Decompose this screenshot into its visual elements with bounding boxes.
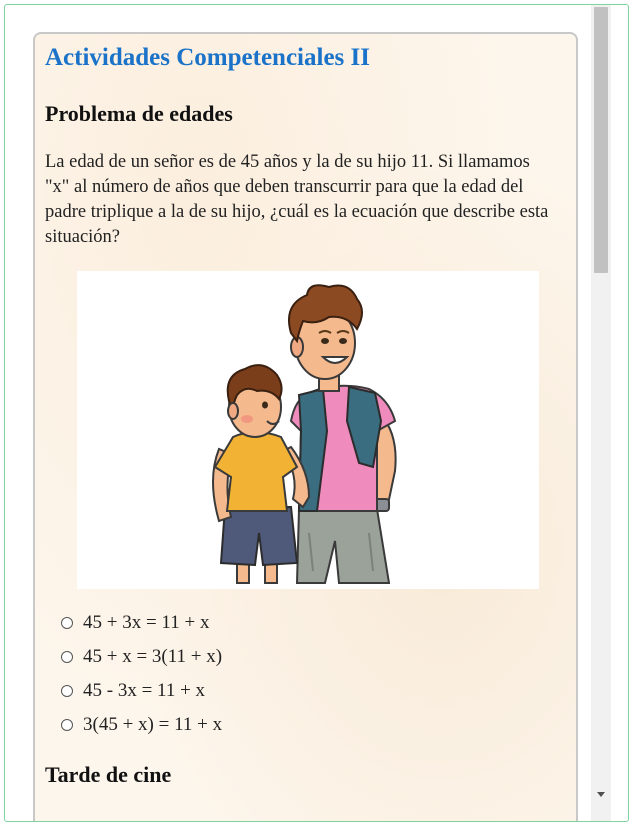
answer-option[interactable] xyxy=(61,708,222,742)
answer-option-label: 3(45 + x) = 11 + x xyxy=(83,714,223,735)
activity-frame xyxy=(4,4,629,822)
activity-card xyxy=(33,32,578,821)
answer-option[interactable] xyxy=(61,674,222,708)
answer-option[interactable] xyxy=(61,640,222,674)
scrollbar-thumb[interactable] xyxy=(594,7,608,273)
vertical-scrollbar[interactable] xyxy=(591,5,611,821)
scroll-content xyxy=(5,5,591,821)
radio-button[interactable] xyxy=(61,617,73,629)
answer-option[interactable] xyxy=(61,606,222,640)
section-title: Tarde de cine xyxy=(45,762,172,787)
page-title: Actividades Competenciales II xyxy=(45,44,370,71)
radio-button[interactable] xyxy=(61,651,73,663)
answer-option-label: 45 + 3x = 11 + x xyxy=(83,612,210,633)
problem-text: La edad de un señor es de 45 años y la de su hijo 11. Si llamamos "x" al número de años que deben transcurrir para que la edad del padre triplique a la de su hijo, ¿cuál es la ecuación que describe esta situación? xyxy=(45,152,549,247)
scroll-down-arrow-icon[interactable] xyxy=(591,787,611,801)
father-son-illustration xyxy=(77,271,539,589)
answer-options xyxy=(61,606,222,742)
father-son-image xyxy=(77,271,539,589)
answer-option-label: 45 - 3x = 11 + x xyxy=(83,680,206,701)
radio-button[interactable] xyxy=(61,685,73,697)
problem-title: Problema de edades xyxy=(45,101,233,126)
answer-option-label: 45 + x = 3(11 + x) xyxy=(83,646,223,667)
radio-button[interactable] xyxy=(61,719,73,731)
